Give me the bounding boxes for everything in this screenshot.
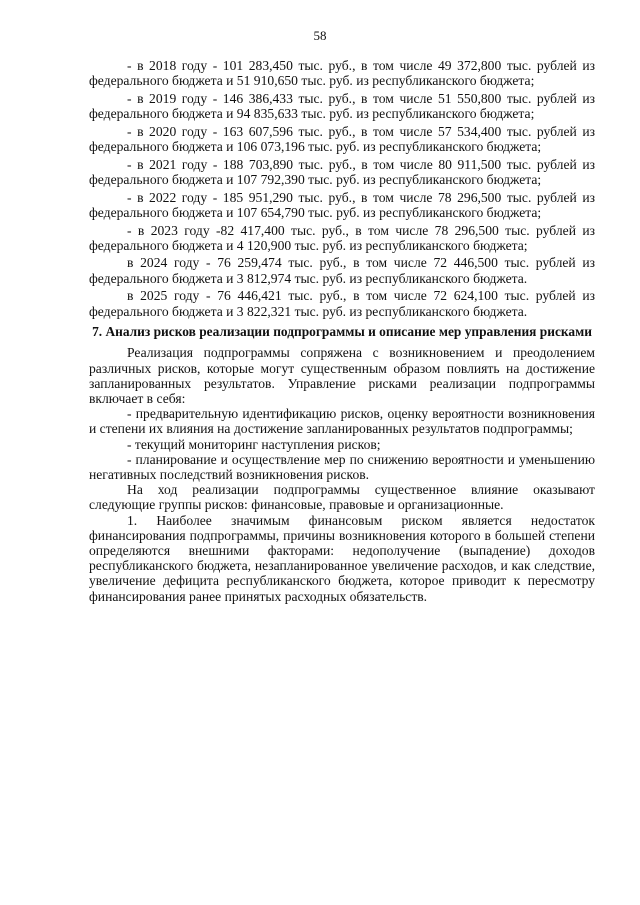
funding-2022: - в 2022 году - 185 951,290 тыс. руб., в том числе 78 296,500 тыс. рублей из федерального бюджета и 107 654,790 тыс. руб. из республиканского бюджета; [89,189,595,220]
risk-measure-identification: - предварительную идентификацию рисков, оценку вероятности возникновения и степени их влияния на достижение запланированных результатов подпрограммы; [89,406,595,437]
funding-2023: - в 2023 году -82 417,400 тыс. руб., в том числе 78 296,500 тыс. рублей из федерального бюджета и 4 120,900 тыс. руб. из республиканского бюджета; [89,222,595,253]
financial-risk: 1. Наиболее значимым финансовым риском является недостаток финансирования подпрограммы, причины возникновения которого в большей степени определяются внешними факторами: недополучение (выпадение) доходов республиканского бюджета, незапланированное увеличение расходов, и как следствие, увеличение дефицита республиканского бюджета, которое приводит к пересмотру финансирования ранее принятых расходных обязательств. [89,512,595,604]
funding-2018: - в 2018 году - 101 283,450 тыс. руб., в том числе 49 372,800 тыс. рублей из федерального бюджета и 51 910,650 тыс. руб. из республиканского бюджета; [89,58,595,89]
funding-2019: - в 2019 году - 146 386,433 тыс. руб., в том числе 51 550,800 тыс. рублей из федерального бюджета и 94 835,633 тыс. руб. из республиканского бюджета; [89,90,595,122]
funding-2020: - в 2020 году - 163 607,596 тыс. руб., в том числе 57 534,400 тыс. рублей из федерального бюджета и 106 073,196 тыс. руб. из республиканского бюджета; [89,123,595,155]
risk-groups: На ход реализации подпрограммы существенное влияние оказывают следующие группы рисков: финансовые, правовые и организационные. [89,482,595,513]
funding-2021: - в 2021 году - 188 703,890 тыс. руб., в том числе 80 911,500 тыс. рублей из федерального бюджета и 107 792,390 тыс. руб. из республиканского бюджета; [89,156,595,187]
page-number: 58 [313,28,327,43]
risk-measure-monitoring: - текущий мониторинг наступления рисков; [127,436,381,452]
section-heading: 7. Анализ рисков реализации подпрограммы и описание мер управления рисками [92,323,592,339]
document-body [89,58,595,604]
risks-intro: Реализация подпрограммы сопряжена с возникновением и преодолением различных рисков, которые могут существенным образом повлиять на достижение запланированных результатов. Управление рисками реализации подпрограммы включает в себя: [89,345,595,406]
funding-2025: в 2025 году - 76 446,421 тыс. руб., в том числе 72 624,100 тыс. рублей из федерального бюджета и 3 822,321 тыс. руб. из республиканского бюджета. [89,288,595,319]
risk-measure-planning: - планирование и осуществление мер по снижению вероятности и уменьшению негативных последствий возникновения рисков. [89,451,595,482]
funding-2024: в 2024 году - 76 259,474 тыс. руб., в том числе 72 446,500 тыс. рублей из федерального бюджета и 3 812,974 тыс. руб. из республиканского бюджета. [89,255,595,286]
